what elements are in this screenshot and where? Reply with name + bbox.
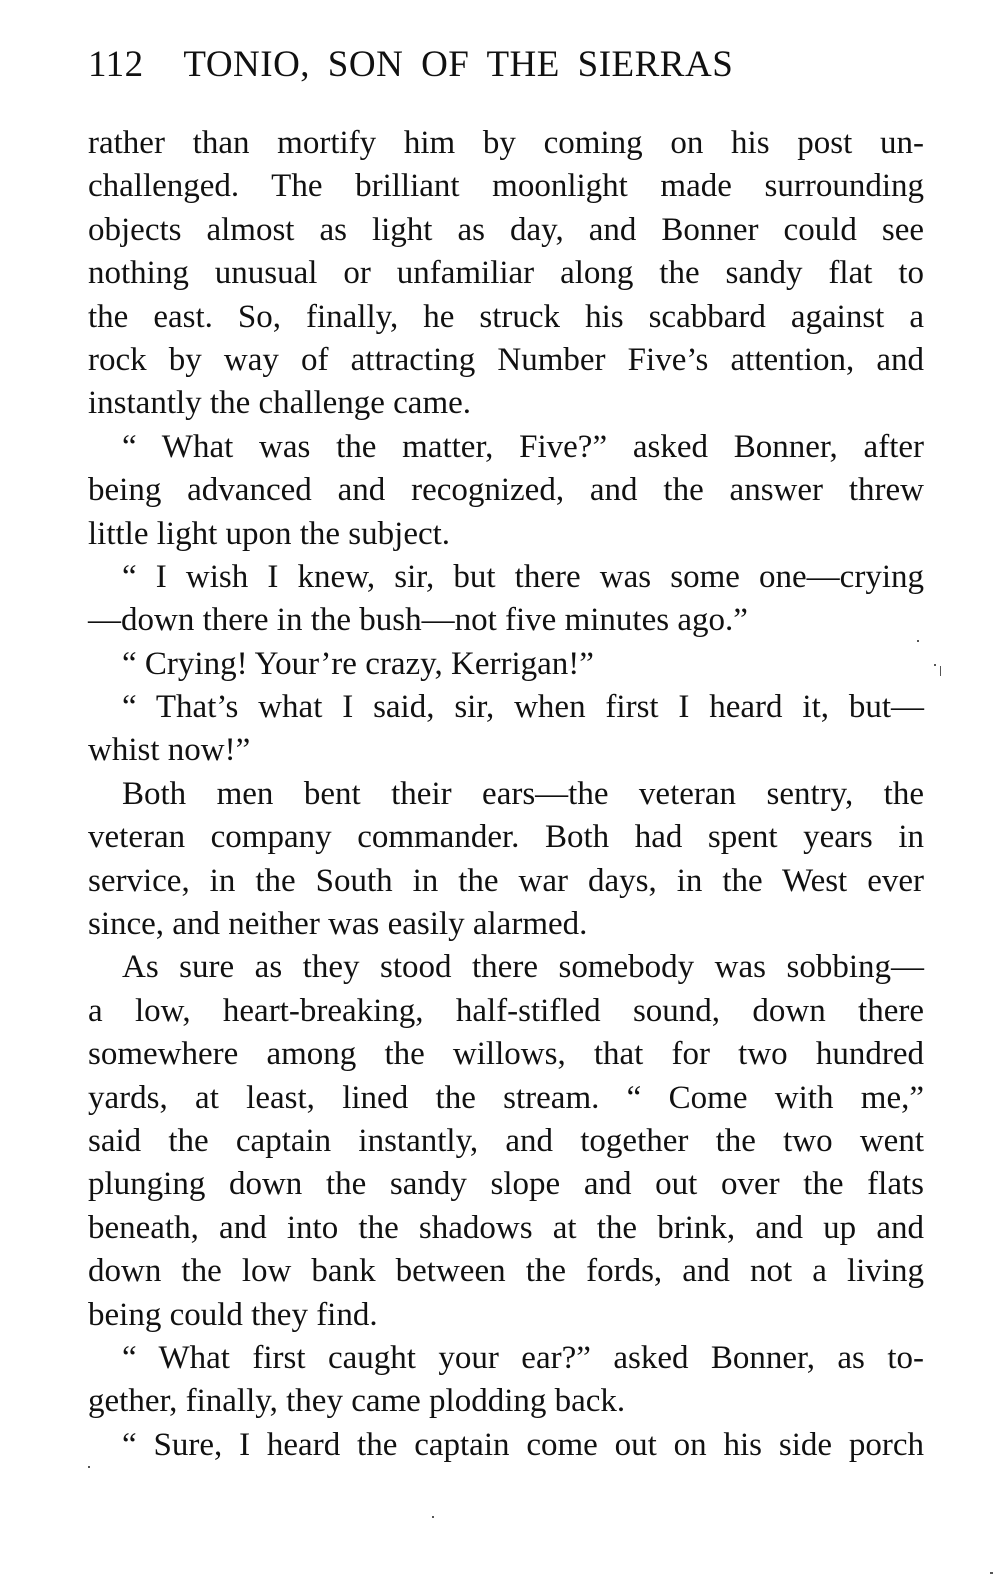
scan-speck: [990, 1572, 993, 1574]
text-line: being could they find.: [88, 1296, 378, 1333]
text-line: rock by way of attracting Number Five’s attention, and: [88, 341, 924, 378]
text-line: —down there in the bush—not five minutes ago.”: [88, 602, 748, 639]
text-line: nothing unusual or unfamiliar along the sandy flat to: [88, 255, 924, 292]
text-line: As sure as they stood there somebody was sobbing—: [122, 949, 924, 986]
text-line: plunging down the sandy slope and out over the flats: [88, 1166, 924, 1203]
text-line: since, and neither was easily alarmed.: [88, 906, 588, 943]
text-line: instantly the challenge came.: [88, 385, 472, 422]
text-line: objects almost as light as day, and Bonner could see: [88, 211, 924, 248]
scan-speck: [88, 1466, 90, 1468]
scan-speck: [432, 1516, 434, 1518]
text-line: “ That’s what I said, sir, when first I heard it, but—: [122, 689, 924, 726]
text-line: “ Sure, I heard the captain come out on his side porch: [122, 1426, 924, 1463]
text-line: gether, finally, they came plodding back.: [88, 1383, 626, 1420]
scan-speck: [934, 664, 936, 666]
text-line: little light upon the subject.: [88, 515, 451, 552]
running-title: TONIO, SON OF THE SIERRAS: [183, 44, 734, 85]
text-line: “ What first caught your ear?” asked Bonner, as to-: [122, 1339, 924, 1376]
page-number: 112: [88, 44, 144, 85]
text-line: said the captain instantly, and together the two went: [88, 1122, 924, 1159]
text-line: “ Crying! Your’re crazy, Kerrigan!”: [122, 645, 594, 682]
scan-speck: [917, 640, 919, 642]
text-line: “ What was the matter, Five?” asked Bonner, after: [122, 428, 924, 465]
text-line: the east. So, finally, he struck his scabbard against a: [88, 298, 924, 335]
text-line: yards, at least, lined the stream. “ Come with me,”: [88, 1079, 924, 1116]
text-line: Both men bent their ears—the veteran sentry, the: [122, 775, 924, 812]
text-line: whist now!”: [88, 732, 251, 769]
text-line: “ I wish I knew, sir, but there was some one—crying: [122, 558, 924, 595]
text-line: beneath, and into the shadows at the brink, and up and: [88, 1209, 924, 1246]
text-line: challenged. The brilliant moonlight made surrounding: [88, 168, 924, 205]
text-line: somewhere among the willows, that for two hundred: [88, 1036, 924, 1073]
body-text: [88, 122, 924, 1467]
scan-speck: [940, 666, 941, 676]
text-line: being advanced and recognized, and the answer threw: [88, 472, 924, 509]
text-line: a low, heart-breaking, half-stifled sound, down there: [88, 992, 924, 1029]
text-line: down the low bank between the fords, and not a living: [88, 1253, 924, 1290]
running-head: [88, 40, 928, 90]
text-line: rather than mortify him by coming on his post un-: [88, 125, 924, 161]
text-line: veteran company commander. Both had spent years in: [88, 819, 924, 856]
text-line: service, in the South in the war days, in the West ever: [88, 862, 924, 899]
